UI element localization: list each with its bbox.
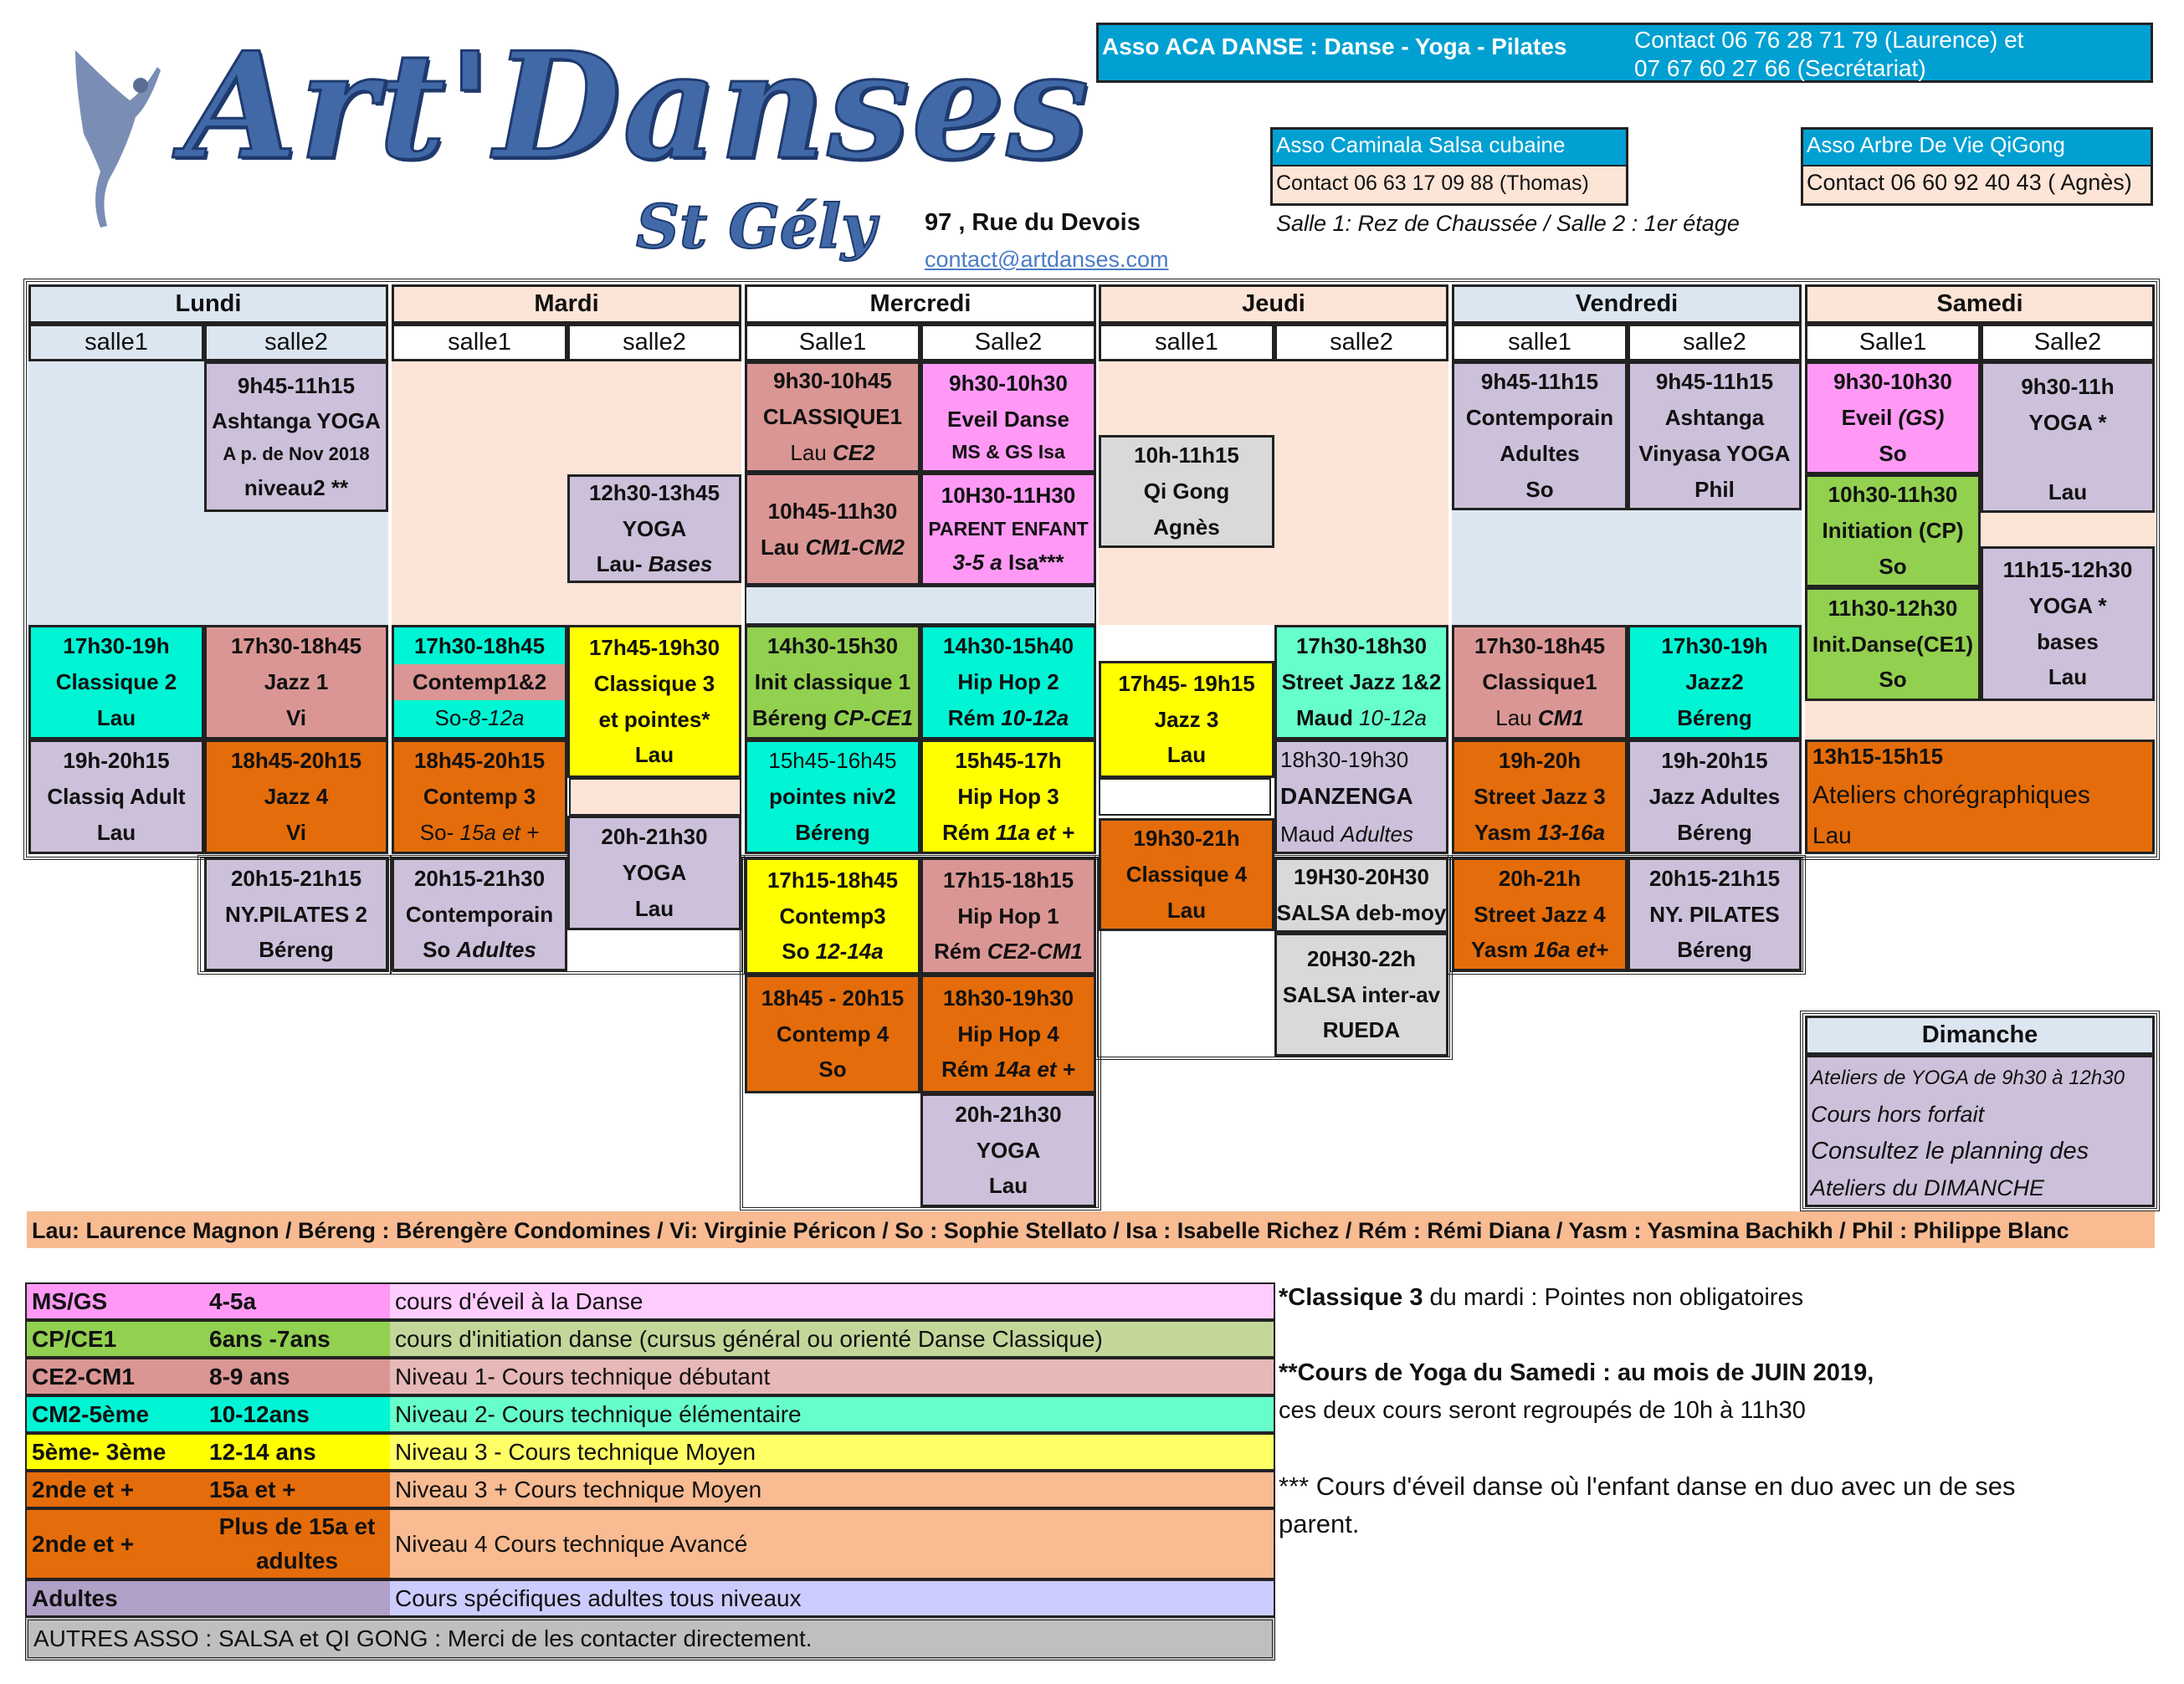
legend-row-cpce1: CP/CE1 6ans -7ans cours d'initiation danse (cursus général ou orienté Danse Classique) <box>25 1320 1275 1358</box>
asso-caminala-title: Asso Caminala Salsa cubaine <box>1273 130 1626 166</box>
class-lundi-salle2-1845: 18h45-20h15 Jazz 4 Vi <box>204 740 388 854</box>
logo-subtitle: St Gély <box>636 191 876 262</box>
asso-main-contact-2: 07 67 60 27 66 (Secrétariat) <box>1634 55 1926 81</box>
class-lundi-salle2-2015: 20h15-21h15 NY.PILATES 2 Béreng <box>204 857 388 971</box>
room-mercredi-1: Salle1 <box>745 324 920 361</box>
class-mardi-salle1-1730: 17h30-18h45 Contemp1&2 So-8-12a <box>392 625 567 740</box>
day-samedi: Samedi <box>1805 284 2155 324</box>
note-yoga-samedi-detail: ces deux cours seront regroupés de 10h à 11h30 <box>1279 1397 1806 1424</box>
class-mercredi-salle1-1845: 18h45 - 20h15 Contemp 4 So <box>745 975 920 1093</box>
room-vendredi-2: salle2 <box>1628 324 1802 361</box>
legend-row-2nde: 2nde et + 15a et + Niveau 3 + Cours technique Moyen <box>25 1471 1275 1508</box>
asso-main-contact-1: Contact 06 76 28 71 79 (Laurence) et <box>1634 27 2024 53</box>
class-samedi-salle1-1130: 11h30-12h30 Init.Danse(CE1) So <box>1805 587 1981 701</box>
class-mercredi-salle2-1545: 15h45-17h Hip Hop 3 Rém 11a et + <box>920 740 1096 854</box>
class-mercredi-salle2-1715: 17h15-18h15 Hip Hop 1 Rém CE2-CM1 <box>920 857 1096 975</box>
dimanche-line-1: Ateliers de YOGA de 9h30 à 12h30 <box>1811 1067 2125 1089</box>
class-jeudi-salle2-1830: 18h30-19h30 DANZENGA Maud Adultes <box>1274 740 1448 854</box>
legend-row-msgs: MS/GS 4-5a cours d'éveil à la Danse <box>25 1282 1275 1320</box>
class-mercredi-salle1-1045: 10h45-11h30 Lau CM1-CM2 <box>745 473 920 586</box>
class-samedi-salle1-0930: 9h30-10h30 Eveil (GS) So <box>1805 361 1981 474</box>
day-mercredi: Mercredi <box>745 284 1096 324</box>
dimanche-line-3: Consultez le planning des <box>1811 1138 2089 1164</box>
dimanche-line-2: Cours hors forfait <box>1811 1102 1985 1127</box>
class-jeudi-salle1-1745: 17h45- 19h15 Jazz 3 Lau <box>1099 661 1274 778</box>
room-mardi-2: salle2 <box>567 324 741 361</box>
class-jeudi-salle2-1730: 17h30-18h30 Street Jazz 1&2 Maud 10-12a <box>1274 625 1448 740</box>
day-vendredi: Vendredi <box>1452 284 1802 324</box>
room-vendredi-1: salle1 <box>1452 324 1628 361</box>
class-vendredi-salle2-1730: 17h30-19h Jazz2 Béreng <box>1628 625 1802 740</box>
asso-caminala-contact: Contact 06 63 17 09 88 (Thomas) <box>1273 166 1626 203</box>
class-lundi-salle1-1900: 19h-20h15 Classiq Adult Lau <box>28 740 204 854</box>
class-mardi-salle2-1745: 17h45-19h30 Classique 3 et pointes* Lau <box>567 625 741 778</box>
class-vendredi-salle1-2000: 20h-21h Street Jazz 4 Yasm 16a et+ <box>1452 857 1628 971</box>
dancer-icon <box>59 33 201 234</box>
day-lundi: Lundi <box>28 284 388 324</box>
class-mardi-salle2-1230: 12h30-13h45 YOGA Lau- Bases <box>567 474 741 583</box>
class-lundi-salle2-morning: 9h45-11h15 Ashtanga YOGA A p. de Nov 2018 niveau2 ** <box>204 361 388 512</box>
class-mardi-salle1-1845: 18h45-20h15 Contemp 3 So- 15a et + <box>392 740 567 854</box>
dimanche-info <box>1805 1055 2155 1207</box>
day-jeudi: Jeudi <box>1099 284 1448 324</box>
asso-caminala-box <box>1270 127 1628 206</box>
class-samedi-salle1-1030: 10h30-11h30 Initiation (CP) So <box>1805 474 1981 587</box>
day-mardi: Mardi <box>392 284 741 324</box>
legend-row-2nde-adultes: 2nde et + Plus de 15a et adultes Niveau 4 Cours technique Avancé <box>25 1508 1275 1579</box>
note-yoga-samedi-title: **Cours de Yoga du Samedi : au mois de JUIN 2019, <box>1279 1359 1874 1386</box>
class-mercredi-salle1-1715: 17h15-18h45 Contemp3 So 12-14a <box>745 857 920 975</box>
salles-note: Salle 1: Rez de Chaussée / Salle 2 : 1er étage <box>1276 211 1740 236</box>
legend-row-ce2cm1: CE2-CM1 8-9 ans Niveau 1- Cours technique débutant <box>25 1358 1275 1395</box>
class-mercredi-salle2-1830: 18h30-19h30 Hip Hop 4 Rém 14a et + <box>920 975 1096 1093</box>
class-lundi-salle2-1730: 17h30-18h45 Jazz 1 Vi <box>204 625 388 740</box>
room-mardi-1: salle1 <box>392 324 567 361</box>
class-vendredi-salle1-1900: 19h-20h Street Jazz 3 Yasm 13-16a <box>1452 740 1628 854</box>
class-jeudi-salle2-2030: 20H30-22h SALSA inter-av RUEDA <box>1274 933 1448 1057</box>
class-samedi-1315: 13h15-15h15 Ateliers chorégraphiques Lau <box>1805 740 2155 854</box>
class-mercredi-salle2-1030: 10H30-11H30 PARENT ENFANT 3-5 a Isa*** <box>920 473 1096 586</box>
legend-row-autres-asso: AUTRES ASSO : SALSA et QI GONG : Merci de les contacter directement. <box>25 1617 1275 1661</box>
room-lundi-2: salle2 <box>204 324 388 361</box>
legend-row-adultes: Adultes Cours spécifiques adultes tous niveaux <box>25 1579 1275 1617</box>
class-jeudi-salle1-1930: 19h30-21h Classique 4 Lau <box>1099 818 1274 931</box>
address: 97 , Rue du Devois <box>925 209 1141 236</box>
asso-arbre-title: Asso Arbre De Vie QiGong <box>1803 130 2151 166</box>
class-mercredi-salle2-2000: 20h-21h30 YOGA Lau <box>920 1093 1096 1207</box>
email-link[interactable]: contact@artdanses.com <box>925 247 1169 272</box>
room-samedi-1: Salle1 <box>1805 324 1981 361</box>
room-samedi-2: Salle2 <box>1981 324 2155 361</box>
class-mercredi-salle1-1545: 15h45-16h45 pointes niv2 Béreng <box>745 740 920 854</box>
class-mercredi-salle1-1430: 14h30-15h30 Init classique 1 Béreng CP-CE1 <box>745 625 920 740</box>
legend-row-5eme3eme: 5ème- 3ème 12-14 ans Niveau 3 - Cours technique Moyen <box>25 1433 1275 1471</box>
legend-row-cm25eme: CM2-5ème 10-12ans Niveau 2- Cours technique élémentaire <box>25 1395 1275 1433</box>
class-vendredi-salle1-1730: 17h30-18h45 Classique1 Lau CM1 <box>1452 625 1628 740</box>
class-lundi-salle1-1730: 17h30-19h Classique 2 Lau <box>28 625 204 740</box>
class-mercredi-salle2-1430: 14h30-15h40 Hip Hop 2 Rém 10-12a <box>920 625 1096 740</box>
class-jeudi-salle1-1000: 10h-11h15 Qi Gong Agnès <box>1099 435 1274 548</box>
room-jeudi-1: salle1 <box>1099 324 1274 361</box>
note-classique3: *Classique 3 du mardi : Pointes non obligatoires <box>1279 1284 1804 1311</box>
teachers-bar: Lau: Laurence Magnon / Béreng : Bérengère Condomines / Vi: Virginie Péricon / So : Sophie Stellato / Isa : Isabelle Richez / Rém : Rémi Diana / Yasm : Yasmina Bachikh / Phil : Philippe Blanc <box>27 1211 2155 1248</box>
asso-arbre-contact: Contact 06 60 92 40 43 ( Agnès) <box>1803 166 2151 203</box>
asso-arbre-box <box>1801 127 2153 206</box>
class-vendredi-salle1-0945: 9h45-11h15 Contemporain Adultes So <box>1452 361 1628 510</box>
class-vendredi-salle2-1900: 19h-20h15 Jazz Adultes Béreng <box>1628 740 1802 854</box>
class-mardi-salle2-2000: 20h-21h30 YOGA Lau <box>567 816 741 930</box>
asso-main-box <box>1096 23 2153 83</box>
class-mardi-salle1-2015: 20h15-21h30 Contemporain So Adultes <box>392 857 567 971</box>
asso-main-title: Asso ACA DANSE : Danse - Yoga - Pilates <box>1102 33 1567 59</box>
note-parent-enfant: *** Cours d'éveil danse où l'enfant danse en duo avec un de ses parent. <box>1279 1472 2016 1538</box>
class-jeudi-salle2-1930: 19H30-20H30 SALSA deb-moy <box>1274 857 1448 933</box>
day-dimanche: Dimanche <box>1805 1016 2155 1055</box>
room-lundi-1: salle1 <box>28 324 204 361</box>
class-samedi-salle2-1115: 11h15-12h30 YOGA * bases Lau <box>1981 546 2155 701</box>
class-samedi-salle2-0930: 9h30-11h YOGA * Lau <box>1981 361 2155 513</box>
room-mercredi-2: Salle2 <box>920 324 1096 361</box>
room-jeudi-2: salle2 <box>1274 324 1448 361</box>
dimanche-line-4: Ateliers du DIMANCHE <box>1811 1175 2045 1200</box>
class-mercredi-salle2-0930: 9h30-10h30 Eveil Danse MS & GS Isa <box>920 361 1096 473</box>
class-mercredi-salle1-0930: 9h30-10h45 CLASSIQUE1 Lau CE2 <box>745 361 920 473</box>
class-vendredi-salle2-2015: 20h15-21h15 NY. PILATES Béreng <box>1628 857 1802 971</box>
logo-title: Art'Danses <box>184 21 1091 192</box>
class-vendredi-salle2-0945: 9h45-11h15 Ashtanga Vinyasa YOGA Phil <box>1628 361 1802 510</box>
